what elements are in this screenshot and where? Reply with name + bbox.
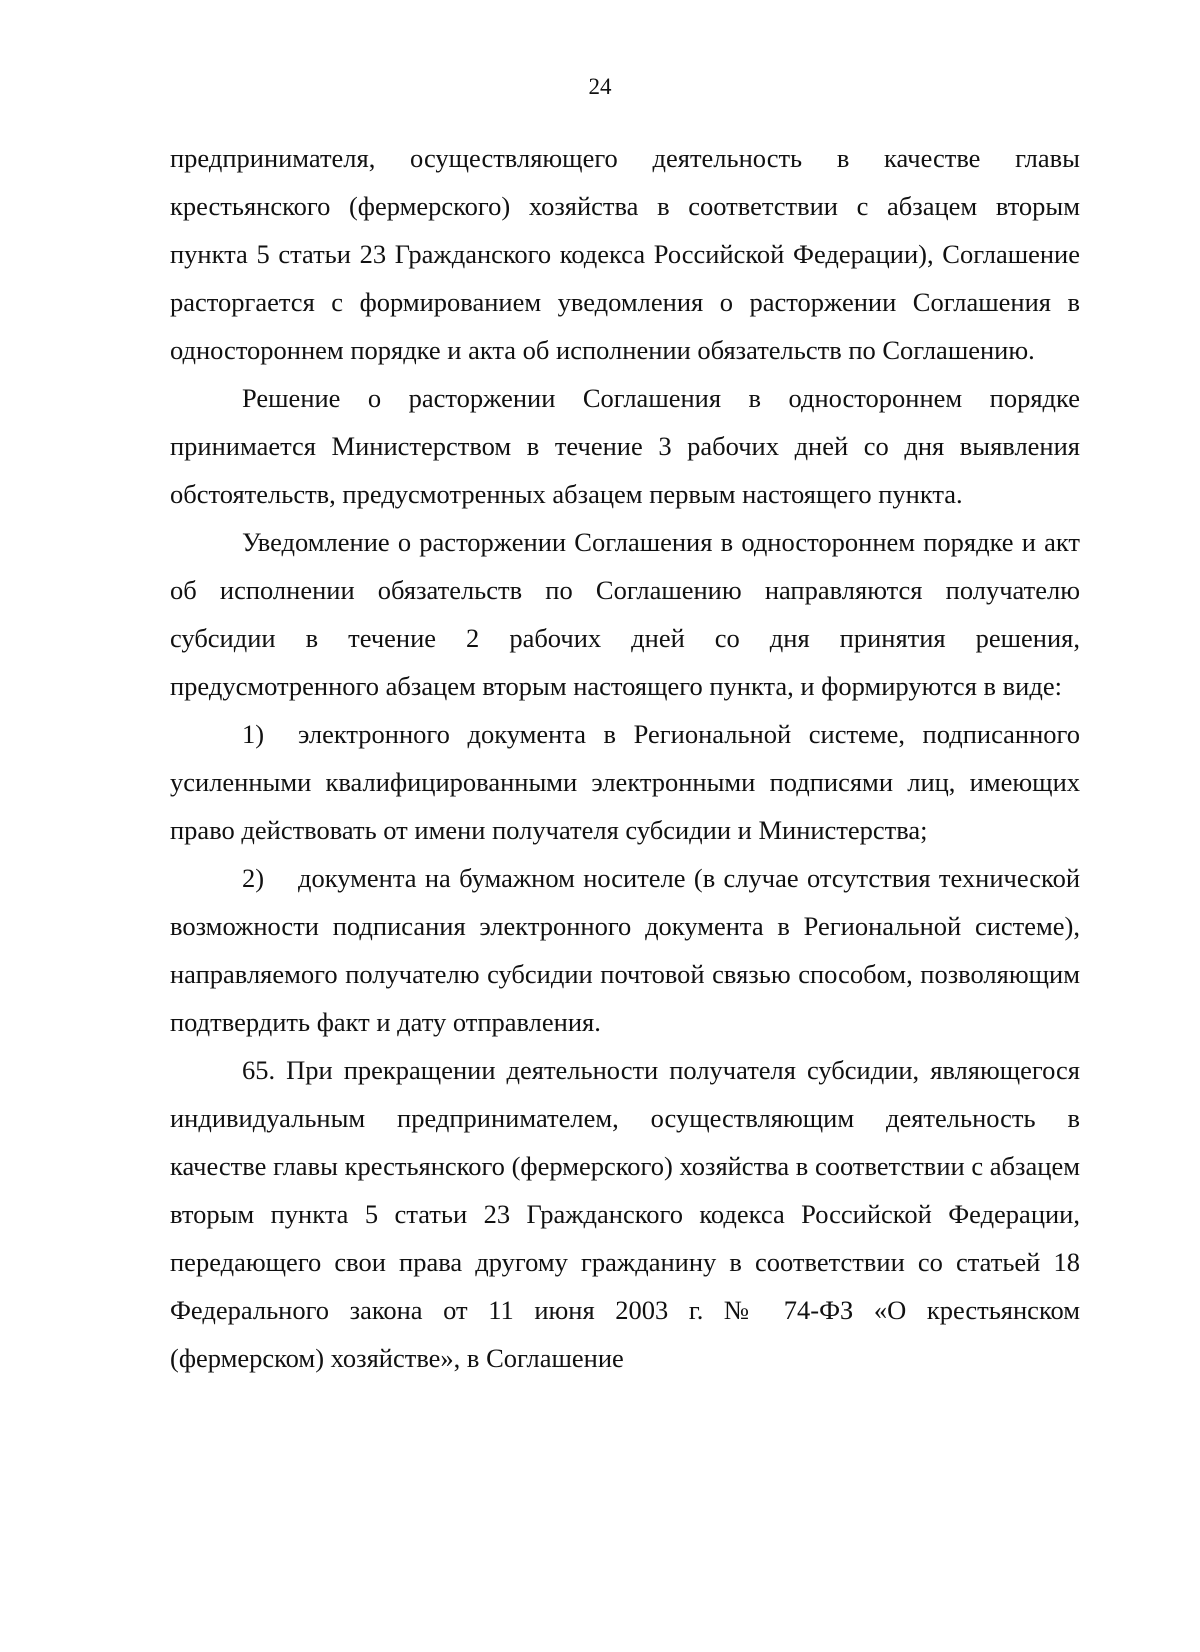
list-item-text: электронного документа в Региональной системе, подписанного усиленными квалифицированными электронными подписями лиц, имеющих право действовать от имени получателя субсидии и Министерства; <box>170 719 1080 845</box>
list-item-number: 2) <box>242 863 265 893</box>
list-item <box>170 710 1080 854</box>
paragraph-65: 65. При прекращении деятельности получателя субсидии, являющегося индивидуальным предпринимателем, осуществляющим деятельность в качестве главы крестьянского (фермерского) хозяйства в соответствии с абзацем вторым пункта 5 статьи 23 Гражданского кодекса Российской Федерации, передающего свои права другому гражданину в соответствии со статьей 18 Федерального закона от 11 июня 2003 г. № 74-ФЗ «О крестьянском (фермерском) хозяйстве», в Соглашение <box>170 1055 1080 1373</box>
list-item-number: 1) <box>242 719 265 749</box>
page-number: 24 <box>588 74 612 99</box>
list-item <box>170 854 1080 1046</box>
paragraph-continuation: предпринимателя, осуществляющего деятельность в качестве главы крестьянского (фермерского) хозяйства в соответствии с абзацем вторым пункта 5 статьи 23 Гражданского кодекса Российской Федерации), Соглашение расторгается с формированием уведомления о расторжении Соглашения в одностороннем порядке и акта об исполнении обязательств по Соглашению. <box>170 143 1080 365</box>
document-body <box>170 134 1080 1382</box>
paragraph-decision: Решение о расторжении Соглашения в одностороннем порядке принимается Министерством в течение 3 рабочих дней со дня выявления обстоятельств, предусмотренных абзацем первым настоящего пункта. <box>170 383 1080 509</box>
paragraph-notification: Уведомление о расторжении Соглашения в одностороннем порядке и акт об исполнении обязательств по Соглашению направляются получателю субсидии в течение 2 рабочих дней со дня принятия решения, предусмотренного абзацем вторым настоящего пункта, и формируются в виде: <box>170 527 1080 701</box>
list-item-text: документа на бумажном носителе (в случае отсутствия технической возможности подписания электронного документа в Региональной системе), направляемого получателю субсидии почтовой связью способом, позволяющим подтвердить факт и дату отправления. <box>170 863 1080 1037</box>
